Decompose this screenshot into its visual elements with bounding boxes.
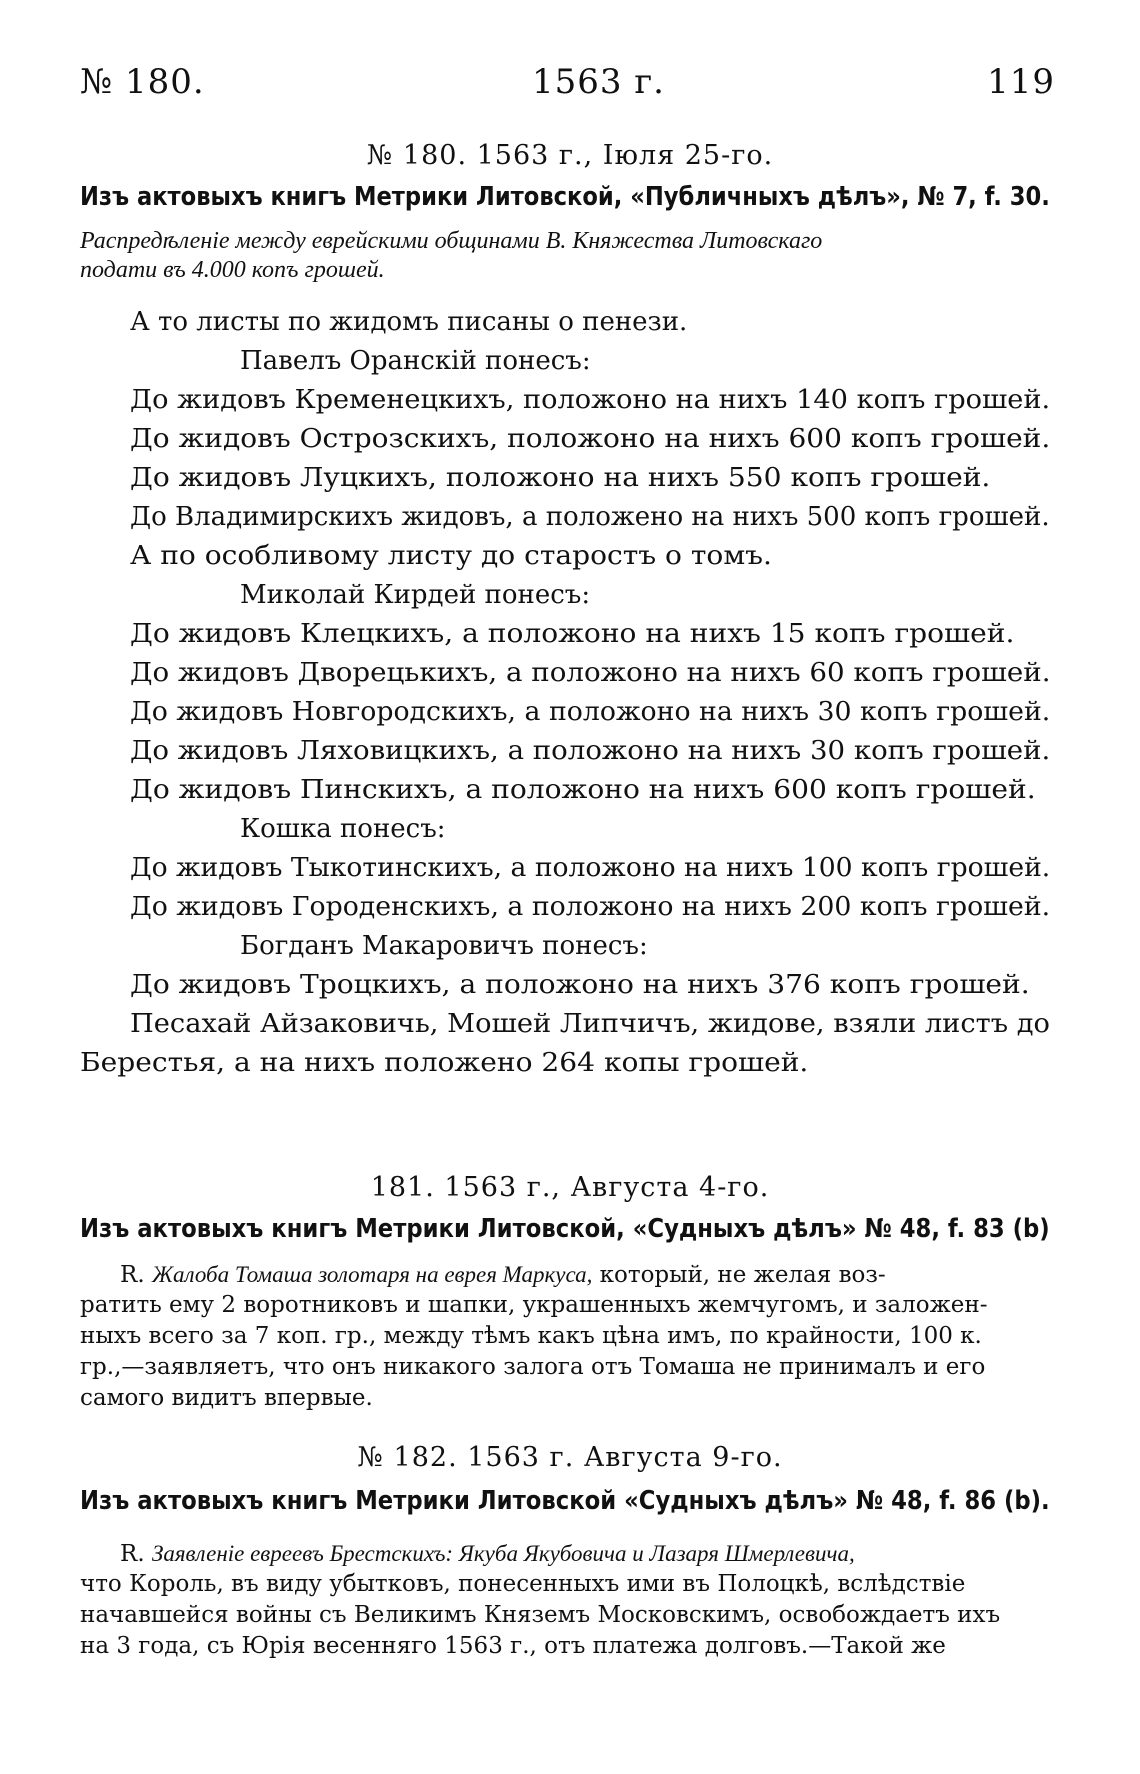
abstract-italic-title: Заявленіе евреевъ Брестскихъ: Якуба Якубовича и Лазаря Шмерлевича, — [151, 1541, 855, 1566]
text-line: До жидовъ Ляховицкихъ, а положоно на нихъ 30 копъ грошей. — [130, 736, 1051, 766]
text-line: До жидовъ Дворецькихъ, а положоно на нихъ 60 копъ грошей. — [130, 658, 1051, 688]
courier-heading: Богданъ Макаровичъ понесъ: — [240, 931, 648, 961]
text-line: А то листы по жидомъ писаны о пенези. — [130, 307, 688, 337]
text-line: До жидовъ Городенскихъ, а положоно на нихъ 200 копъ грошей. — [130, 892, 1051, 922]
doc-181-abstract — [80, 1259, 1046, 1414]
abstract-line: гр.,—заявляетъ, что онъ никакого залога отъ Томаша не принималъ и его — [80, 1354, 986, 1380]
abstract-line: ныхъ всего за 7 коп. гр., между тѣмъ какъ цѣна имъ, по крайности, 100 к. — [80, 1323, 982, 1349]
text-line: До жидовъ Клецкихъ, а положоно на нихъ 15 копъ грошей. — [130, 619, 1015, 649]
text-line: Берестья, а на нихъ положено 264 копы грошей. — [80, 1048, 809, 1078]
running-head — [80, 62, 1055, 106]
summary-line: Распредѣленіе между еврейскими общинами В. Княжества Литовскаго — [80, 228, 823, 254]
abstract-line: ратить ему 2 воротниковъ и шапки, украшенныхъ жемчугомъ, и заложен- — [80, 1292, 988, 1318]
doc-182-abstract — [80, 1538, 1046, 1662]
abstract-line: самого видитъ впервые. — [80, 1385, 373, 1411]
running-head-document-number: № 180. — [80, 62, 205, 102]
page-number: 119 — [987, 62, 1055, 102]
text-line: Песахай Айзаковичь, Мошей Липчичъ, жидове, взяли листъ до — [130, 1009, 1050, 1039]
text-line: До жидовъ Луцкихъ, положоно на нихъ 550 копъ грошей. — [130, 463, 991, 493]
abstract-marker: R. — [120, 1262, 145, 1288]
doc-180-text — [80, 303, 1051, 1083]
text-line: До Владимирскихъ жидовъ, а положено на нихъ 500 копъ грошей. — [130, 502, 1050, 532]
text-line: До жидовъ Пинскихъ, а положоно на нихъ 600 копъ грошей. — [130, 775, 1036, 805]
abstract-marker: R. — [120, 1541, 145, 1567]
text-line: До жидовъ Острозскихъ, положоно на нихъ 600 копъ грошей. — [130, 424, 1051, 454]
text-line: До жидовъ Тыкотинскихъ, а положоно на нихъ 100 копъ грошей. — [130, 853, 1051, 883]
abstract-line: на 3 года, съ Юрія весенняго 1563 г., отъ платежа долговъ.—Такой же — [80, 1633, 946, 1659]
running-head-year: 1563 г. — [532, 62, 665, 102]
doc-180-summary — [80, 227, 1046, 285]
courier-heading: Миколай Кирдей понесъ: — [240, 580, 591, 610]
courier-heading: Павелъ Оранскій понесъ: — [240, 346, 591, 376]
text-line: До жидовъ Новгородскихъ, а положоно на нихъ 30 копъ грошей. — [130, 697, 1051, 727]
courier-heading: Кошка понесъ: — [240, 814, 446, 844]
text-line: А по особливому листу до старостъ о томъ. — [130, 541, 772, 571]
abstract-text: который, не желая воз- — [599, 1262, 886, 1288]
doc-182-source: Изъ актовыхъ книгъ Метрики Литовской «Судныхъ дѣлъ» № 48, f. 86 (b). — [80, 1486, 1050, 1516]
abstract-italic-title: Жалоба Томаша золотаря на еврея Маркуса, — [151, 1262, 593, 1287]
text-line: До жидовъ Троцкихъ, а положоно на нихъ 376 копъ грошей. — [130, 970, 1030, 1000]
doc-181-title: 181. 1563 г., Августа 4-го. — [370, 1172, 770, 1203]
text-line: До жидовъ Кременецкихъ, положоно на нихъ 140 копъ грошей. — [130, 385, 1051, 415]
abstract-line: начавшейся войны съ Великимъ Княземъ Московскимъ, освобождаетъ ихъ — [80, 1602, 1001, 1628]
doc-181-source: Изъ актовыхъ книгъ Метрики Литовской, «Судныхъ дѣлъ» № 48, f. 83 (b) — [80, 1214, 1050, 1244]
doc-182-title: № 182. 1563 г. Августа 9-го. — [357, 1442, 783, 1473]
doc-180-title: № 180. 1563 г., Іюля 25-го. — [366, 140, 774, 171]
abstract-line: что Король, въ виду убытковъ, понесенныхъ ими въ Полоцкѣ, вслѣдствіе — [80, 1571, 966, 1597]
summary-line: подати въ 4.000 копъ грошей. — [80, 257, 385, 283]
doc-180-source: Изъ актовыхъ книгъ Метрики Литовской, «Публичныхъ дѣлъ», № 7, f. 30. — [80, 182, 1050, 212]
